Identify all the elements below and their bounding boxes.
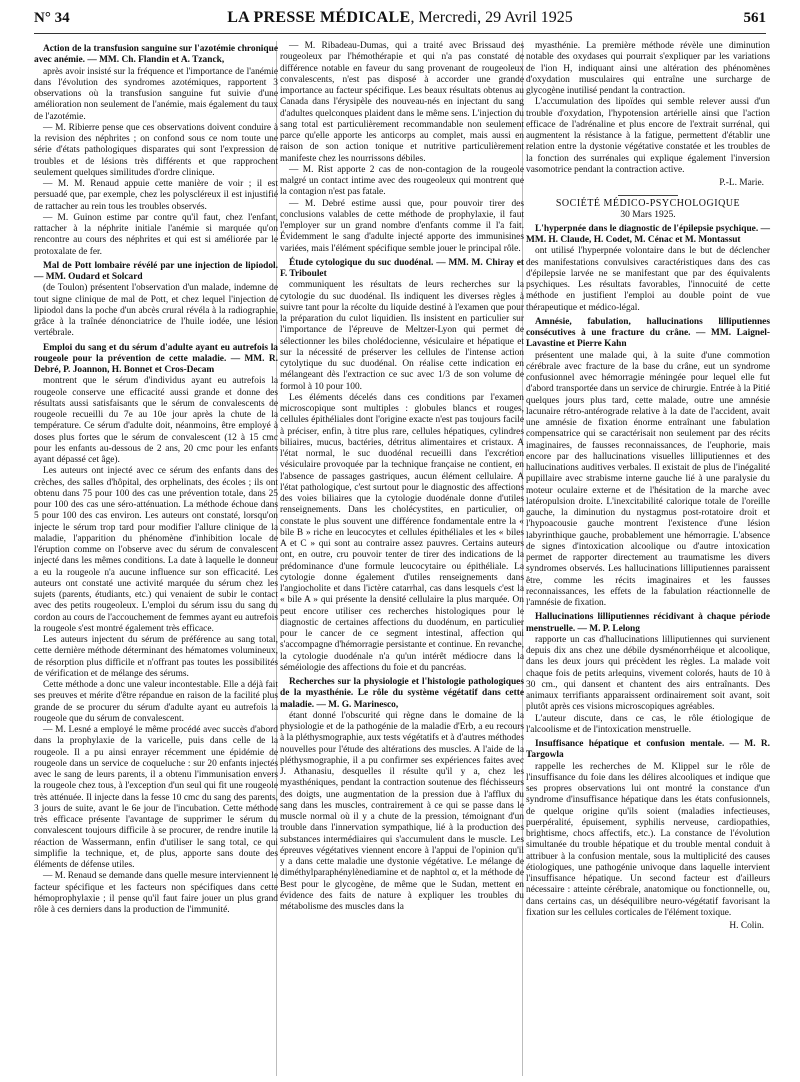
paragraph: étant donné l'obscurité qui règne dans le domaine de la physiologie et de la pathogénie de la maladie d'Erb, a eu recours à la pléthysmographie, aux tests végétatifs et à d'autres méthodes nouvelles pour l'étude des altérations des muscles. A l'aide de la pléthysmographie, il a pu confirmer ses expériences faites avec J. Athanasiu, desquelles il résulte qu'il y a, chez les myasthéniques, pendant la contraction soutenue des fléchisseurs des doigts, une augmentation de la pression due à l'afflux du sang dans les muscles, contrairement à ce qui se passe dans le muscle normal où il y a chute de la pression, témoignant d'un trouble dans l'innervation sympathique, lié à la production des substances intermédiaires qui s'accumulent dans le muscle. Les épreuves végétatives viennent encore à l'appui de l'opinion qu'il y a dans cette maladie une dystonie végétative. Le mélange de diméthylparaphénylènediamine et de naphtol α, et la méthode de Best pour le glycogène, de même que le Sudan, mettent en évidence des faits de nature à expliquer les troubles du métabolisme des muscles dans la xyxy=(280,710,524,912)
paragraph: montrent que le sérum d'individus ayant eu autrefois la rougeole conserve une efficacité aussi grande et donne des résultats aussi satisfaisants que le sérum de convalescents de rougeole recueilli du 7e au 10e jour après la chute de la température. Ce sérum d'adulte doit, néanmoins, être employé à doses plus fortes que le sérum de convalescent (12 à 15 cmc pour les enfants au-dessous de 2 ans, 20 cmc pour les enfants ayant dépassé cet âge). xyxy=(34,376,278,465)
paragraph: Cette méthode a donc une valeur incontestable. Elle a déjà fait ses preuves et mérite d'être répandue en raison de la facilité plus grande de se procurer du sérum d'adulte ayant eu autrefois la rougeole que du sérum de convalescent. xyxy=(34,680,278,724)
article-heading: Mal de Pott lombaire révélé par une injection de lipiodol. — MM. Oudard et Solcard xyxy=(34,260,278,282)
column-2 xyxy=(280,41,524,913)
paragraph: L'accumulation des lipoïdes qui semble relever aussi d'un trouble d'oxydation, l'hypotension artérielle ainsi que l'action efficace de l'adrénaline et plus encore de l'extrait surrénal, qui augmentent la résistance à la fatigue, permettent d'établir une relation entre la dystonie végétative constatée et les troubles de la fonction des surrénales qui explique également l'inversion vasomotrice pendant la contraction active. xyxy=(526,97,770,175)
article-heading: Insuffisance hépatique et confusion mentale. — M. R. Targowla xyxy=(526,739,770,761)
paragraph: ont utilisé l'hyperpnée volontaire dans le but de déclencher des manifestations convulsives caractéristiques dans des cas d'épilepsie larvée ne se manifestant que par des équivalents psychiques. Les résultats favorables, l'innocuité de cette méthode en justifient l'emploi au double point de vue thérapeutique et médico-légal. xyxy=(526,246,770,313)
paragraph: — M. Lesné a employé le même procédé avec succès d'abord dans la prophylaxie de la varicelle, puis dans celle de la rougeole. Il a pu ainsi enrayer récemment une épidémie de rougeole dans un service de coqueluche : sur 20 enfants injectés avec le sang de leurs parents, il a obtenu l'immunisation envers la rougeole chez tous, à l'exception d'un seul qui fit une rougeole très atténuée. Il injecte dans la fesse 10 cmc du sang des parents, 3 jours de suite, avant le 6e jour de l'incubation. Cette méthode très efficace présente l'avantage de supprimer le sérum du convalescent toujours difficile à se procurer, de rendre inutile la réaction de Wassermann, enfin d'utiliser le sang total, ce qui simplifie la technique, et, de plus, apporte sans doute des éléments de défense utiles. xyxy=(34,725,278,870)
column-3 xyxy=(526,41,770,934)
section-divider xyxy=(618,195,678,196)
issue-number: N° 34 xyxy=(34,10,70,26)
signature: P.-L. Marie. xyxy=(719,178,764,188)
paragraph: présentent une malade qui, à la suite d'une commotion cérébrale avec fracture de la base du crâne, eut un syndrome confusionnel avec hémorragie méningée pour lequel elle fut d'abord transportée dans un service de chirurgie. Entrée à la Pitié quelques jours plus tard, cette malade, outre une amnésie lacunaire rétro-antérograde relative à la date de l'accident, avait une amnésie de fixation énorme entraînant une fabulation compensatrice qui se caractérisait non seulement par des récits imaginaires, de fausses reconnaissances, de l'euphorie, mais encore par des hallucinations visuelles lilliputiennes et des hallucinations auditives verbales. Il existait de plus de l'inégalité pupillaire avec strabisme interne gauche lié à une paralysie du moteur oculaire externe et de l'hésitation de la marche avec latéropulsion droite. L'inexcitabilité calorique totale de l'oreille gauche, la diminution du nystagmus post-rotatoire droit et l'hypoacousie gauche montrent l'existence d'une lésion labyrinthique gauche, probablement une hémorragie. L'absence de signes d'intoxication alcoolique ou d'autre intoxication permet de rapporter directement au traumatisme les divers syndromes observés. Les hallucinations lilliputiennes paraissent être, comme les récits imaginaires et les fausses reconnaissances, les effets de la fabulation réactionnelle de l'amnésie de fixation. xyxy=(526,350,770,608)
paragraph: myasthénie. La première méthode révèle une diminution notable des oxydases qui pourrait s'expliquer par les variations de l'ion H, indiquant ainsi une altération des phénomènes d'oxydation musculaires qui entraîne une surcharge de glycogène inutilisé pendant la contraction. xyxy=(526,41,770,96)
header-rule xyxy=(34,33,766,34)
article-heading: Hallucinations lilliputiennes récidivant à chaque période menstruelle. — M. P. Lelong xyxy=(526,612,770,634)
paragraph: — M. Rist apporte 2 cas de non-contagion de la rougeole malgré un contact intime avec des rougeoleux qui montrent que la contagion n'est pas fatale. xyxy=(280,164,524,198)
article-heading: Étude cytologique du suc duodénal. — MM. M. Chiray et F. Triboulet xyxy=(280,257,524,279)
masthead xyxy=(34,9,766,27)
society-heading: SOCIÉTÉ MÉDICO-PSYCHOLOGIQUE xyxy=(555,198,741,210)
journal-title: LA PRESSE MÉDICALE xyxy=(227,9,411,26)
article-heading: Action de la transfusion sanguine sur l'azotémie chronique avec anémie. — MM. Ch. Flandin et A. Tzanck, xyxy=(34,44,278,66)
article-heading: Emploi du sang et du sérum d'adulte ayant eu autrefois la rougeole pour la prévention de cette maladie. — MM. R. Debré, P. Joannon, H. Bonnet et Cros-Decam xyxy=(34,342,278,375)
article-heading: L'hyperpnée dans le diagnostic de l'épilepsie psychique. — MM. H. Claude, H. Codet, M. Cénac et M. Montassut xyxy=(526,223,770,245)
paragraph: L'auteur discute, dans ce cas, le rôle étiologique de l'alcoolisme et de l'intoxication menstruelle. xyxy=(526,713,770,735)
session-date: 30 Mars 1925. xyxy=(620,209,676,220)
page-header xyxy=(34,9,766,31)
paragraph: — M. Ribadeau-Dumas, qui a traité avec Brissaud des rougeoleux par l'hémothérapie et qui n'a pas constaté de différence notable en faveur du sang provenant de rougeoleux convalescents, n'est pas disposé à accorder une grande importance au facteur spécifique. Les beaux résultats obtenus au Canada dans l'érysipèle des nouveau-nés en injectant du sang d'adultes quelconques plaident dans le même sens. L'injection du sang total est particulièrement recommandable non seulement parce qu'elle apporte les anticorps au complet, mais aussi en raison de son action tonique et nutritive particulièrement manifeste chez les nourrissons débiles. xyxy=(280,41,524,164)
paragraph: après avoir insisté sur la fréquence et l'importance de l'anémie dans l'évolution des syndromes azotémiques, rapportent 3 observations où la transfusion sanguine fut suivie d'une amélioration non seulement de l'anémie, mais également du taux de l'azotémie. xyxy=(34,66,278,122)
page-number: 561 xyxy=(743,10,766,26)
paragraph: Les auteurs injectent du sérum de préférence au sang total, cette dernière méthode déterminant des hématomes volumineux, de résorption plus difficile et n'offrant pas toutes les possibilités de vérification et de mélange des sérums. xyxy=(34,635,278,679)
article-heading: Amnésie, fabulation, hallucinations lilliputiennes consécutives à une fracture du crâne. — MM. Laignel-Lavastine et Pierre Kahn xyxy=(526,316,770,350)
paragraph: Les éléments décelés dans ces conditions par l'examen microscopique sont multiples : globules blancs et rouges, cellules épithéliales dont l'origine exacte n'est pas toujours facile à préciser, enfin, à titre plus rare, cellules hépatiques, cylindres biliaires, mucus, bactéries, détritus alimentaires et cristaux. A l'état normal, le suc duodénal recueilli dans l'excrétion vésiculaire provoquée par la technique française ne contient, en l'absence de passages gastriques, aucun élément cellulaire. A l'état pathologique, c'est surtout pour le diagnostic des affections des voies biliaires que la cytologie duodénale donne d'utiles renseignements. Dans les cholécystites, en particulier, on constate le plus souvent une différence fondamentale entre la « bile B » riche en leucocytes et cellules épithéliales et les « biles A et C » qui sont au contraire assez pauvres. Certains auteurs ont, en outre, cru pouvoir tenter de tirer des indications de la prédominance d'une formule leucocytaire ou épithéliale. La cytologie donne également d'utiles renseignements dans l'angiocholite et dans l'ictère catarrhal, cas dans lesquels c'est la « bile A » qui présente la densité cellulaire la plus marquée. On peut encore utiliser ces recherches histologiques pour le diagnostic de certaines affections du duodénum, en particulier pour le cancer de ce segment intestinal, affection qui s'accompagne d'hémorragie persistante et continue. En revanche, la cytologie duodénale n'a qu'un intérêt médiocre dans la séméiologie des affections du foie et du pancréas. xyxy=(280,392,524,673)
paragraph: communiquent les résultats de leurs recherches sur la cytologie du suc duodénal. Ils indiquent les diverses règles à suivre tant pour la récolte du liquide destiné à l'examen que pour la préparation du culot liquidien. Ils insistent en particulier sur l'importance de l'épreuve de Meltzer-Lyon qui permet de sélectionner les biles cholédocienne, vésiculaire et hépatique et sur la nécessité de préserver les cellules de l'intense action cytolytique du suc duodénal. On réalise cette indication en mélangeant dès l'extraction ce suc avec 1/3 de son volume de formol à 10 pour 100. xyxy=(280,280,524,392)
paragraph: — M. Ribierre pense que ces observations doivent conduire à la revision des néphrites ; on confond sous ce nom toute une série d'états pathologiques disparates qui sont l'expression de troubles et de lésions très différents et que rapprochent seulement quelques similitudes d'ordre clinique. xyxy=(34,122,278,178)
paragraph: — M. M. Renaud appuie cette manière de voir ; il est persuadé que, par exemple, chez les polyscléreux il est injustifié de rattacher au rein tous les troubles observés. xyxy=(34,179,278,212)
column-1 xyxy=(34,41,278,916)
paragraph: rapporte un cas d'hallucinations lilliputiennes qui survienent depuis dix ans chez une débile dysménorrhéique et alcoolique, dans les deux jours qui précèdent les règles. La malade voit chaque fois de petits arlequins, vivement colorés, hauts de 10 à 30 cm., qui dansent et chantent des airs entraînants. Des animaux terrifiants apparaissent ordinairement soit avant, soit plutôt après ces visions microscopiques agréables. xyxy=(526,634,770,713)
signature: H. Colin. xyxy=(729,921,764,931)
paragraph: — M. Renaud se demande dans quelle mesure interviennent le facteur spécifique et les facteurs non spécifiques dans cette hémoprophylaxie ; il pense qu'il faut faire jouer un plus grand rôle à ces derniers dans la production de l'immunité. xyxy=(34,871,278,915)
paragraph: — M. Guinon estime par contre qu'il faut, chez l'enfant, rattacher à la néphrite initiale l'anémie si marquée qu'on rencontre au cours des néphrites et qui est si améliorée par le protoxalate de fer. xyxy=(34,212,278,257)
paragraph: rappelle les recherches de M. Klippel sur le rôle de l'insuffisance du foie dans les délires alcooliques et indique que ses propres observations lui ont montré la constance d'un syndrome d'insuffisance hépatique dans les états confusionnels, de quelque origine qu'ils soient (maladies infectieuses, puerpéralité, épuisement, syphilis nerveuse, cardiopathies, brightisme, chocs affectifs, etc.). La constance de l'évolution simultanée du trouble hépatique et du trouble mental conduit à attribuer à la confusion mentale, sous la multiplicité des causes étiologiques, une pathogénie univoque dans laquelle intervient l'insuffisance hépatique. Un second facteur est d'ailleurs nécessaire : atteinte cérébrale, anatomique ou fonctionnelle, ou, dans certains cas, un déséquilibre neuro-végétatif favorisant la fixation sur les cellules corticales de l'élément toxique. xyxy=(526,761,770,918)
issue-date: , Mercredi, 29 Avril 1925 xyxy=(410,9,573,26)
paragraph: (de Toulon) présentent l'observation d'un malade, indemne de tout signe clinique de mal de Pott, et chez lequel l'injection de lipiodol dans la poche d'un abcès crural révéla à la radiographie, grâce à la traînée dénonciatrice de l'huile iodée, une lésion vertébrale. xyxy=(34,283,278,339)
paragraph: Les auteurs ont injecté avec ce sérum des enfants dans des crèches, des salles d'hôpital, des orphelinats, des écoles ; ils ont obtenu dans 75 pour 100 des cas une prévention totale, dans 25 pour 100 des cas une séro-atténuation. La méthode échoue dans 5 pour 100 des cas environ. Les auteurs ont constaté, lorsqu'on injecte le sérum trop tard pour modifier l'allure clinique de la maladie, l'apparition du phénomène d'inhibition locale de l'éruption comme on l'observe avec du sérum de convalescent injecté dans les mêmes conditions. La date à laquelle le donneur a eu la rougeole n'a aucune influence sur son efficacité. Les auteurs ont constaté une activité marquée du sérum chez les sujets (parents, étudiants, etc.) qui venaient de subir le contact avec des petits rougeoleux. L'emploi du sérum issu du sang du cordon au cours de l'accouchement de femmes ayant eu autrefois la rougeole s'est montré également très efficace. xyxy=(34,466,278,634)
paragraph: — M. Debré estime aussi que, pour pouvoir tirer des conclusions valables de cette méthode de prophylaxie, il faut l'employer sur un grand nombre d'enfants comme il l'a fait. Évidemment le sang d'adulte injecté apporte des immunisines variées, mais l'élément spécifique semble jouer le principal rôle. xyxy=(280,198,524,254)
article-heading: Recherches sur la physiologie et l'histologie pathologiques de la myasthénie. Le rôle du système végétatif dans cette maladie. — M. G. Marinesco, xyxy=(280,677,524,710)
